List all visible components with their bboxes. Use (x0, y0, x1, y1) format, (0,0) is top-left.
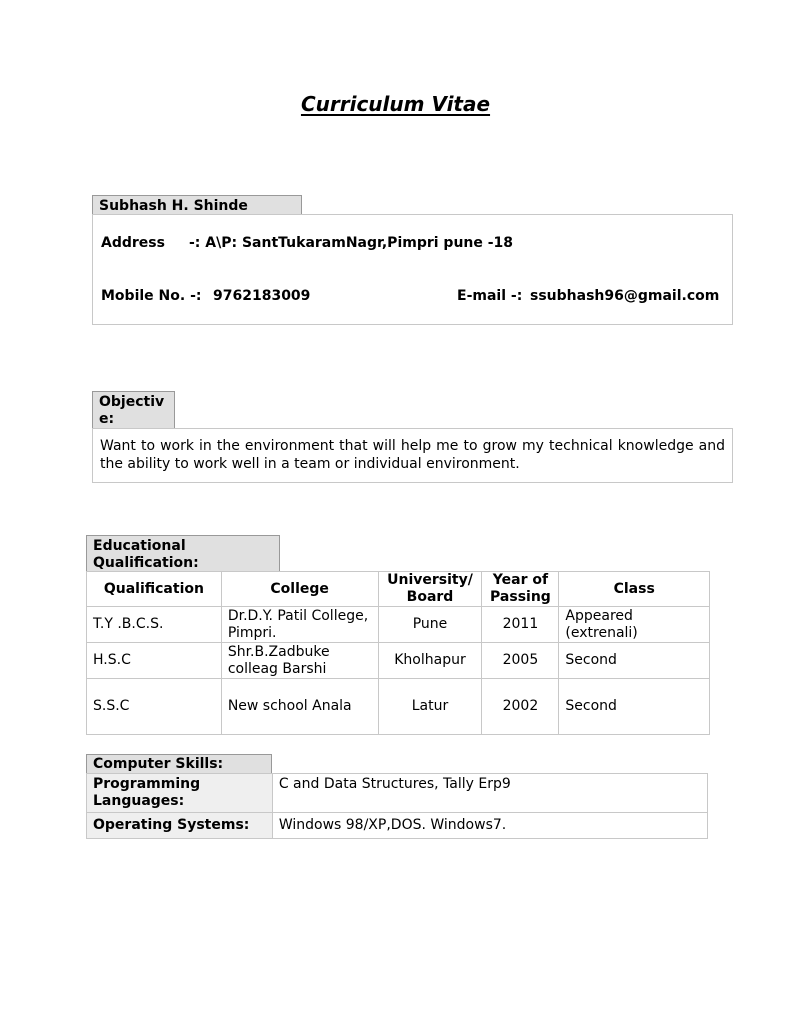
cell-qualification: S.S.C (87, 679, 222, 735)
cell-college: Dr.D.Y. Patil College, Pimpri. (221, 607, 378, 643)
skills-label-programming: Programming Languages: (87, 774, 273, 813)
objective-heading-line1: Objectiv (99, 394, 165, 410)
name-heading: Subhash H. Shinde (92, 195, 302, 215)
cell-qualification: T.Y .B.C.S. (87, 607, 222, 643)
skills-label-os: Operating Systems: (87, 813, 273, 839)
header-year: Year of Passing (482, 572, 559, 607)
header-class: Class (559, 572, 710, 607)
cell-university: Pune (378, 607, 482, 643)
objective-heading (92, 391, 175, 429)
education-header-row (87, 572, 710, 607)
table-row (87, 679, 710, 735)
address-label: Address (101, 235, 165, 251)
header-college: College (221, 572, 378, 607)
skills-value-os: Windows 98/XP,DOS. Windows7. (272, 813, 707, 839)
skills-value-programming: C and Data Structures, Tally Erp9 (272, 774, 707, 813)
objective-text: Want to work in the environment that will help me to grow my technical knowledge and the ability to work well in a team or individual environment. (100, 438, 725, 472)
table-row (87, 643, 710, 679)
email-value: ssubhash96@gmail.com (530, 288, 720, 304)
skills-row (87, 813, 708, 839)
education-heading: Educational Qualification: (86, 535, 280, 572)
cell-university: Kholhapur (378, 643, 482, 679)
header-university: University/ Board (378, 572, 482, 607)
cell-year: 2011 (482, 607, 559, 643)
education-table (86, 571, 710, 735)
objective-heading-line2: e: (99, 411, 115, 427)
cell-college: New school Anala (221, 679, 378, 735)
mobile-value: 9762183009 (213, 288, 311, 304)
cell-class: Second (559, 643, 710, 679)
address-value: -: A\P: SantTukaramNagr,Pimpri pune -18 (189, 235, 514, 251)
page-title: Curriculum Vitae (300, 92, 491, 116)
cell-class: Second (559, 679, 710, 735)
header-qualification: Qualification (87, 572, 222, 607)
cell-class: Appeared (extrenali) (559, 607, 710, 643)
cell-year: 2005 (482, 643, 559, 679)
skills-row (87, 774, 708, 813)
objective-box (92, 428, 733, 483)
cell-year: 2002 (482, 679, 559, 735)
cell-university: Latur (378, 679, 482, 735)
skills-table (86, 773, 708, 839)
mobile-label: Mobile No. -: (101, 288, 202, 304)
cell-qualification: H.S.C (87, 643, 222, 679)
skills-heading: Computer Skills: (86, 754, 272, 774)
personal-info-box (92, 214, 733, 325)
table-row (87, 607, 710, 643)
cell-college: Shr.B.Zadbuke colleag Barshi (221, 643, 378, 679)
email-label: E-mail -: (457, 288, 523, 304)
